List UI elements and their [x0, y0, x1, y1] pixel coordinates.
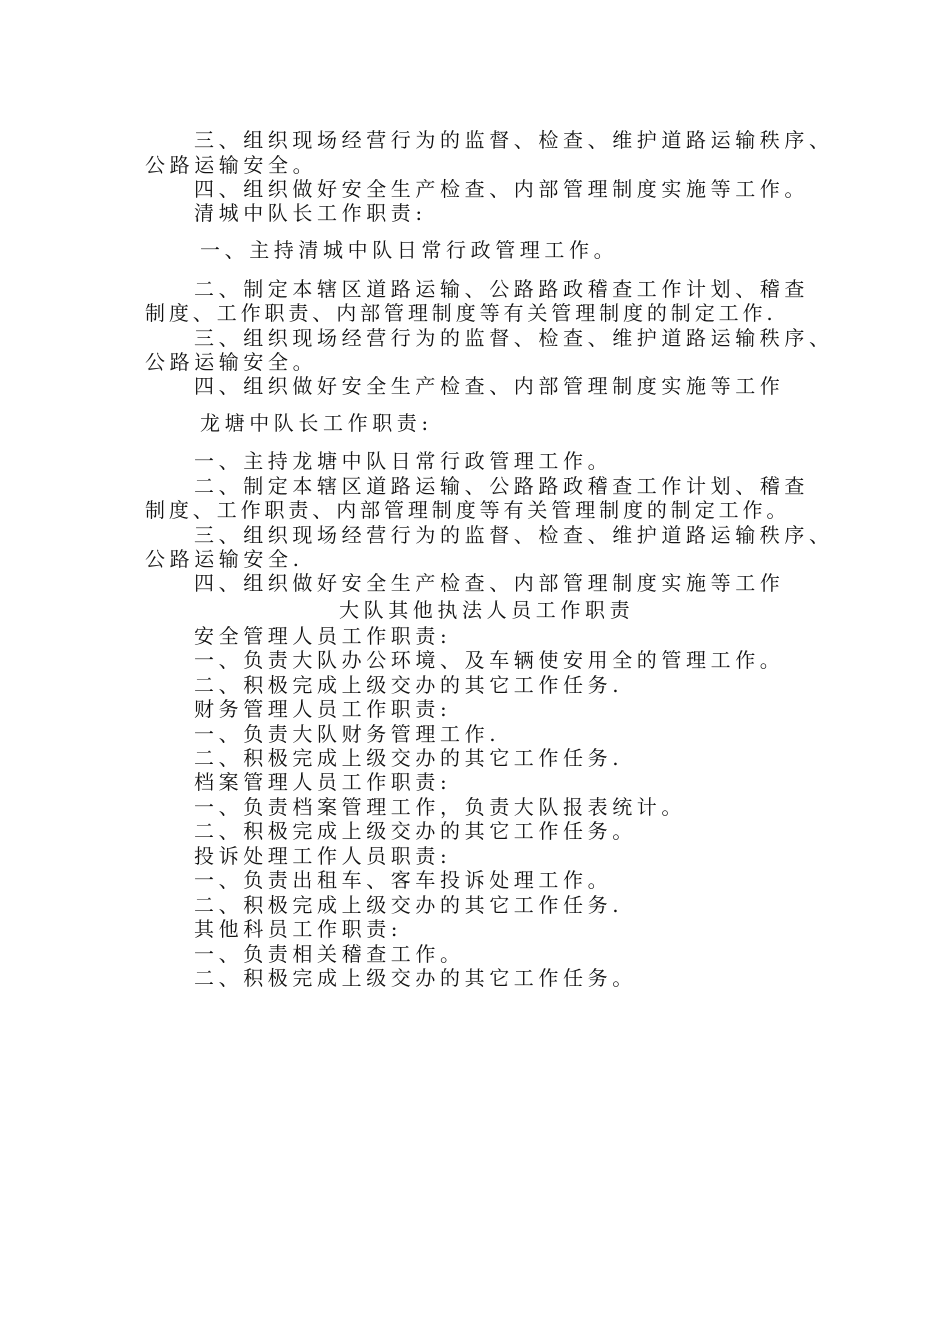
text-line: 二、积极完成上级交办的其它工作任务。: [194, 966, 637, 990]
text-line: 公路运输安全.: [145, 547, 304, 571]
text-line: 二、积极完成上级交办的其它工作任务.: [194, 673, 624, 697]
text-line: 一、负责档案管理工作，负责大队报表统计。: [194, 795, 686, 819]
text-line: 制度、工作职责、内部管理制度等有关管理制度的制定工作.: [145, 301, 777, 325]
text-line: 公路运输安全。: [145, 153, 318, 177]
section-heading: 投诉处理工作人员职责:: [194, 844, 452, 868]
section-heading: 档案管理人员工作职责:: [194, 770, 452, 794]
text-line: 三、组织现场经营行为的监督、检查、维护道路运输秩序、: [194, 326, 834, 350]
text-line: 四、组织做好安全生产检查、内部管理制度实施等工作。: [194, 177, 809, 201]
page-subtitle: 大队其他执法人员工作职责: [339, 598, 635, 622]
text-line: 二、制定本辖区道路运输、公路路政稽查工作计划、稽查: [194, 277, 809, 301]
text-line: 公路运输安全。: [145, 350, 318, 374]
text-line: 一、主持清城中队日常行政管理工作。: [200, 238, 619, 262]
text-line: 二、积极完成上级交办的其它工作任务.: [194, 746, 624, 770]
text-line: 二、积极完成上级交办的其它工作任务.: [194, 893, 624, 917]
text-line: 四、组织做好安全生产检查、内部管理制度实施等工作: [194, 571, 785, 595]
text-line: 一、负责大队财务管理工作.: [194, 722, 501, 746]
text-line: 三、组织现场经营行为的监督、检查、维护道路运输秩序、: [194, 523, 834, 547]
section-heading: 龙塘中队长工作职责:: [200, 411, 433, 435]
text-line: 一、负责相关稽查工作。: [194, 942, 465, 966]
text-line: 一、负责出租车、客车投诉处理工作。: [194, 868, 613, 892]
text-line: 二、积极完成上级交办的其它工作任务。: [194, 819, 637, 843]
section-heading: 安全管理人员工作职责:: [194, 624, 452, 648]
section-heading: 其他科员工作职责:: [194, 917, 403, 941]
text-line: 三、组织现场经营行为的监督、检查、维护道路运输秩序、: [194, 128, 834, 152]
text-line: 四、组织做好安全生产检查、内部管理制度实施等工作: [194, 374, 785, 398]
text-line: 一、负责大队办公环境、及车辆使安用全的管理工作。: [194, 648, 785, 672]
text-line: 制度、工作职责、内部管理制度等有关管理制度的制定工作。: [145, 498, 791, 522]
section-heading: 财务管理人员工作职责:: [194, 697, 452, 721]
section-heading: 清城中队长工作职责:: [194, 201, 427, 225]
text-line: 二、制定本辖区道路运输、公路路政稽查工作计划、稽查: [194, 474, 809, 498]
text-line: 一、主持龙塘中队日常行政管理工作。: [194, 449, 613, 473]
